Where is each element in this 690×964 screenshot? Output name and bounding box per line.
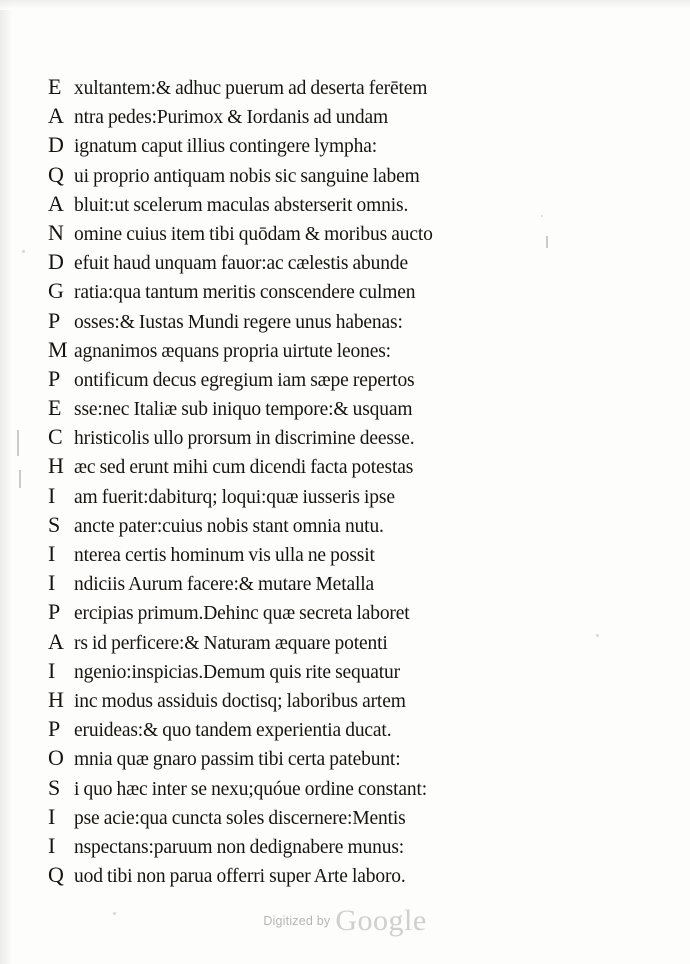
- poem-line: [48, 397, 608, 426]
- google-watermark: [0, 904, 690, 938]
- line-initial: Q: [48, 862, 64, 888]
- poem-line: [48, 219, 608, 251]
- scan-edge-top: [0, 0, 690, 10]
- line-text: ratia:qua tantum meritis conscendere culmen: [74, 282, 416, 304]
- line-text: nterea certis hominum vis ulla ne possit: [74, 545, 375, 566]
- line-text: agnanimos æquans propria uirtute leones:: [74, 340, 391, 362]
- poem-line: [48, 190, 608, 222]
- watermark-label: Digitized by: [263, 914, 331, 928]
- line-initial: S: [48, 774, 61, 800]
- line-text: ontificum decus egregium iam sæpe repertos: [74, 369, 415, 391]
- scan-tick: [19, 470, 21, 488]
- poem-line: [48, 774, 608, 806]
- line-text: pse acie:qua cuncta soles discernere:Mentis: [74, 807, 406, 829]
- poem-line: [48, 76, 608, 105]
- line-initial: N: [48, 219, 64, 245]
- poem-line: [48, 718, 608, 747]
- line-initial: H: [48, 686, 64, 712]
- poem-line: [48, 511, 608, 543]
- line-text: ntra pedes:Purimox & Iordanis ad undam: [74, 107, 389, 129]
- line-text: osses:& Iustas Mundi regere unus habenas:: [74, 311, 403, 333]
- line-text: nspectans:paruum non dedignabere munus:: [74, 836, 405, 858]
- line-text: ngenio:inspicias.Demum quis rite sequatur: [74, 661, 400, 683]
- line-text: i quo hæc inter se nexu;quóue ordine constant:: [74, 778, 427, 800]
- poem-line: [48, 161, 608, 193]
- line-text: bluit:ut scelerum maculas absterserit omnis.: [74, 194, 409, 216]
- poem-line: [48, 686, 608, 718]
- line-initial: S: [48, 511, 61, 537]
- line-initial: G: [48, 278, 64, 304]
- poem-line: [48, 336, 608, 368]
- line-initial: M: [48, 336, 68, 362]
- poem-line: [48, 455, 608, 484]
- line-initial: P: [48, 365, 61, 391]
- line-text: ancte pater:cuius nobis stant omnia nutu.: [74, 515, 384, 537]
- line-text: ercipias primum.Dehinc quæ secreta laboret: [74, 603, 410, 625]
- scan-tick: [17, 430, 19, 456]
- line-initial: D: [48, 132, 64, 158]
- line-text: sse:nec Italiæ sub iniquo tempore:& usquam: [74, 399, 413, 421]
- line-text: eruideas:& quo tandem experientia ducat.: [74, 720, 392, 742]
- line-text: rs id perficere:& Naturam æquare potenti: [74, 632, 388, 654]
- line-initial: E: [48, 74, 62, 99]
- line-initial: I: [48, 803, 56, 829]
- line-initial: I: [48, 541, 56, 566]
- line-initial: I: [48, 570, 56, 596]
- line-text: xultantem:& adhuc puerum ad deserta ferētem: [74, 78, 428, 99]
- google-wordmark: Google: [335, 904, 427, 937]
- line-initial: E: [48, 395, 62, 421]
- line-text: ui proprio antiquam nobis sic sanguine labem: [74, 165, 420, 187]
- poem-body: [48, 76, 608, 893]
- line-text: am fuerit:dabiturq; loqui:quæ iusseris ipse: [74, 486, 395, 508]
- poem-line: [48, 657, 608, 689]
- poem-line: [48, 426, 608, 455]
- line-initial: H: [48, 453, 64, 479]
- poem-line: [48, 280, 608, 309]
- poem-line: [48, 543, 608, 572]
- poem-line: [48, 601, 608, 630]
- line-initial: A: [48, 628, 64, 654]
- poem-line: [48, 134, 608, 163]
- line-text: æc sed erunt mihi cum dicendi facta potestas: [74, 457, 414, 479]
- line-initial: P: [48, 599, 61, 625]
- poem-line: [48, 572, 608, 601]
- line-text: omine cuius item tibi quōdam & moribus aucto: [74, 223, 433, 245]
- poem-line: [48, 105, 608, 134]
- line-text: hristicolis ullo prorsum in discrimine deesse.: [74, 428, 415, 450]
- scan-edge-left: [0, 0, 14, 964]
- poem-line: [48, 864, 608, 893]
- line-text: ignatum caput illius contingere lympha:: [74, 136, 377, 158]
- line-text: mnia quæ gnaro passim tibi certa patebunt:: [74, 749, 401, 771]
- line-initial: A: [48, 190, 64, 216]
- line-initial: P: [48, 307, 61, 333]
- poem-line: [48, 251, 608, 280]
- line-text: efuit haud unquam fauor:ac cælestis abunde: [74, 253, 408, 275]
- line-initial: I: [48, 657, 56, 683]
- line-initial: Q: [48, 161, 64, 187]
- poem-line: [48, 803, 608, 835]
- line-initial: A: [48, 103, 64, 129]
- line-text: uod tibi non parua offerri super Arte laboro.: [74, 866, 406, 888]
- line-initial: I: [48, 482, 56, 508]
- poem-line: [48, 482, 608, 514]
- poem-line: [48, 628, 608, 660]
- line-initial: P: [48, 716, 61, 742]
- line-initial: C: [48, 424, 63, 450]
- poem-line: [48, 747, 608, 776]
- line-text: ndiciis Aurum facere:& mutare Metalla: [74, 574, 375, 596]
- line-initial: O: [48, 745, 64, 771]
- poem-line: [48, 365, 608, 397]
- line-text: inc modus assiduis doctisq; laboribus artem: [74, 690, 406, 712]
- scan-speck: [22, 250, 25, 253]
- poem-line: [48, 832, 608, 864]
- line-initial: D: [48, 249, 64, 275]
- line-initial: I: [48, 832, 56, 858]
- poem-line: [48, 307, 608, 339]
